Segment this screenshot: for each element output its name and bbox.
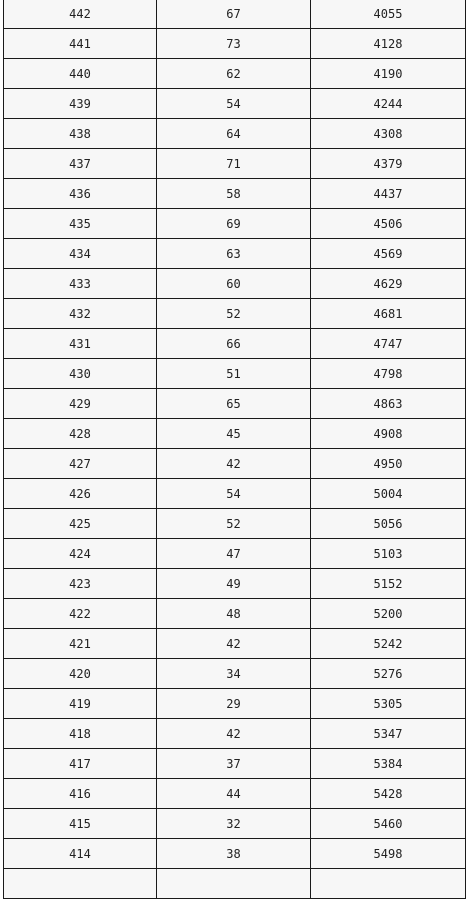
table-row [4, 269, 466, 299]
count-cell: 29 [157, 689, 311, 719]
count-cell: 64 [157, 119, 311, 149]
table-row [4, 0, 466, 29]
table-row [4, 629, 466, 659]
score-cell: 426 [4, 479, 157, 509]
table-row [4, 479, 466, 509]
cumulative-cell: 4437 [311, 179, 466, 209]
cumulative-cell: 4798 [311, 359, 466, 389]
count-cell: 54 [157, 89, 311, 119]
cumulative-cell: 5200 [311, 599, 466, 629]
cumulative-cell: 5347 [311, 719, 466, 749]
score-cell: 414 [4, 839, 157, 869]
score-cell [4, 869, 157, 899]
cumulative-cell: 5384 [311, 749, 466, 779]
table-row [4, 749, 466, 779]
table-row [4, 239, 466, 269]
table-row [4, 359, 466, 389]
table-row [4, 569, 466, 599]
score-table [3, 0, 466, 899]
count-cell: 54 [157, 479, 311, 509]
score-cell: 424 [4, 539, 157, 569]
count-cell: 73 [157, 29, 311, 59]
cumulative-cell: 4379 [311, 149, 466, 179]
count-cell: 37 [157, 749, 311, 779]
score-cell: 432 [4, 299, 157, 329]
count-cell: 66 [157, 329, 311, 359]
count-cell: 42 [157, 719, 311, 749]
cumulative-cell: 4128 [311, 29, 466, 59]
count-cell: 52 [157, 509, 311, 539]
table-row [4, 719, 466, 749]
table-row [4, 449, 466, 479]
score-cell: 428 [4, 419, 157, 449]
score-cell: 416 [4, 779, 157, 809]
cumulative-cell: 5305 [311, 689, 466, 719]
score-cell: 415 [4, 809, 157, 839]
score-cell: 435 [4, 209, 157, 239]
count-cell: 67 [157, 0, 311, 29]
count-cell: 58 [157, 179, 311, 209]
table-row [4, 839, 466, 869]
score-cell: 420 [4, 659, 157, 689]
count-cell: 60 [157, 269, 311, 299]
count-cell: 47 [157, 539, 311, 569]
cumulative-cell: 4244 [311, 89, 466, 119]
cumulative-cell: 4747 [311, 329, 466, 359]
table-row [4, 29, 466, 59]
cumulative-cell: 5004 [311, 479, 466, 509]
table-row [4, 119, 466, 149]
score-cell: 433 [4, 269, 157, 299]
table-row [4, 869, 466, 899]
score-cell: 422 [4, 599, 157, 629]
cumulative-cell: 4950 [311, 449, 466, 479]
cumulative-cell: 4308 [311, 119, 466, 149]
count-cell: 45 [157, 419, 311, 449]
score-cell: 425 [4, 509, 157, 539]
table-row [4, 89, 466, 119]
count-cell: 62 [157, 59, 311, 89]
cumulative-cell: 4569 [311, 239, 466, 269]
score-cell: 441 [4, 29, 157, 59]
table-row [4, 419, 466, 449]
table-row [4, 509, 466, 539]
score-cell: 436 [4, 179, 157, 209]
cumulative-cell: 4190 [311, 59, 466, 89]
cumulative-cell: 5152 [311, 569, 466, 599]
cumulative-cell: 5428 [311, 779, 466, 809]
cumulative-cell: 5460 [311, 809, 466, 839]
score-cell: 439 [4, 89, 157, 119]
cumulative-cell: 5056 [311, 509, 466, 539]
score-cell: 427 [4, 449, 157, 479]
table-row [4, 179, 466, 209]
score-cell: 442 [4, 0, 157, 29]
count-cell: 34 [157, 659, 311, 689]
table-row [4, 299, 466, 329]
cumulative-cell: 4055 [311, 0, 466, 29]
table-row [4, 659, 466, 689]
count-cell: 44 [157, 779, 311, 809]
score-cell: 430 [4, 359, 157, 389]
count-cell: 49 [157, 569, 311, 599]
table-row [4, 539, 466, 569]
score-cell: 421 [4, 629, 157, 659]
score-cell: 431 [4, 329, 157, 359]
table-row [4, 809, 466, 839]
count-cell: 65 [157, 389, 311, 419]
cumulative-cell: 4908 [311, 419, 466, 449]
table-body [4, 0, 466, 899]
table-row [4, 329, 466, 359]
count-cell [157, 869, 311, 899]
table-row [4, 149, 466, 179]
score-cell: 417 [4, 749, 157, 779]
count-cell: 63 [157, 239, 311, 269]
score-cell: 419 [4, 689, 157, 719]
table-row [4, 209, 466, 239]
score-cell: 438 [4, 119, 157, 149]
cumulative-cell: 5103 [311, 539, 466, 569]
score-cell: 423 [4, 569, 157, 599]
count-cell: 69 [157, 209, 311, 239]
count-cell: 52 [157, 299, 311, 329]
score-cell: 440 [4, 59, 157, 89]
count-cell: 32 [157, 809, 311, 839]
table-row [4, 689, 466, 719]
score-cell: 429 [4, 389, 157, 419]
cumulative-cell [311, 869, 466, 899]
cumulative-cell: 5498 [311, 839, 466, 869]
score-cell: 434 [4, 239, 157, 269]
table-row [4, 389, 466, 419]
count-cell: 38 [157, 839, 311, 869]
count-cell: 42 [157, 629, 311, 659]
count-cell: 51 [157, 359, 311, 389]
cumulative-cell: 4681 [311, 299, 466, 329]
count-cell: 71 [157, 149, 311, 179]
count-cell: 48 [157, 599, 311, 629]
cumulative-cell: 4506 [311, 209, 466, 239]
score-cell: 418 [4, 719, 157, 749]
table-row [4, 59, 466, 89]
cumulative-cell: 4629 [311, 269, 466, 299]
cumulative-cell: 5276 [311, 659, 466, 689]
cumulative-cell: 4863 [311, 389, 466, 419]
score-table-container [3, 0, 465, 899]
table-row [4, 599, 466, 629]
score-cell: 437 [4, 149, 157, 179]
table-row [4, 779, 466, 809]
cumulative-cell: 5242 [311, 629, 466, 659]
count-cell: 42 [157, 449, 311, 479]
